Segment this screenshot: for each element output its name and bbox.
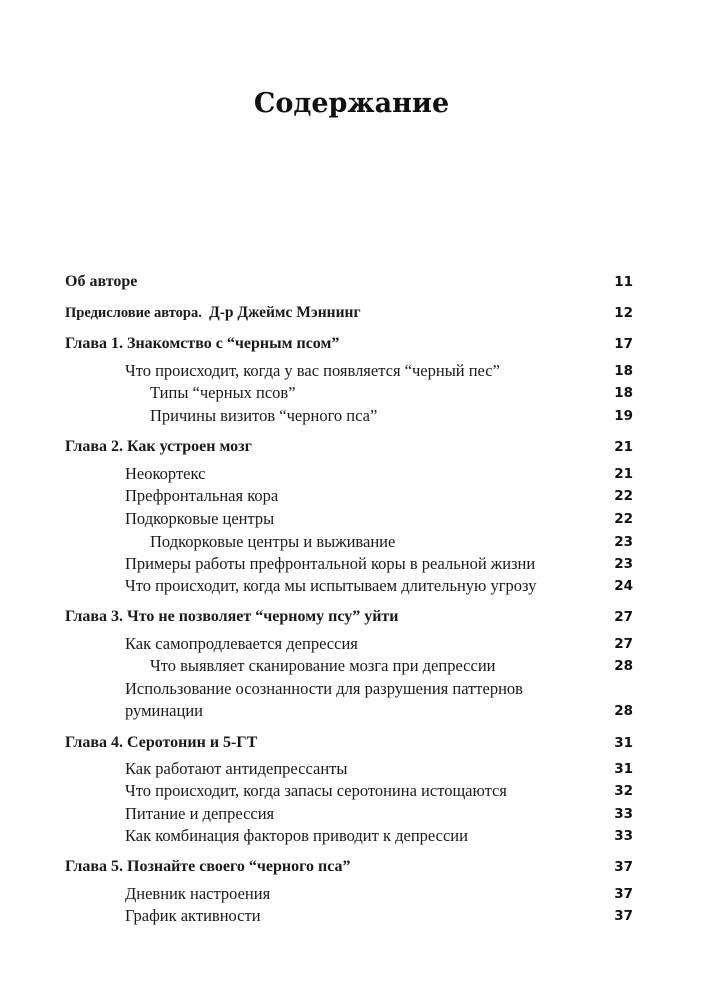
toc-entry-label-part1: Предисловие автора. xyxy=(65,305,202,321)
toc-entry-section[interactable] xyxy=(0,633,703,655)
toc-entry-chapter-3[interactable] xyxy=(0,606,703,628)
toc-entry-subsection[interactable] xyxy=(0,405,703,427)
toc-entry-page: 33 xyxy=(614,806,633,822)
toc-entry-label-author: Д-р Джеймс Мэннинг xyxy=(209,304,361,321)
toc-entry-label: Неокортекс xyxy=(125,464,206,483)
toc-entry-label: Как комбинация факторов приводит к депрессии xyxy=(125,826,468,845)
toc-entry-page: 31 xyxy=(614,761,633,777)
toc-entry-page: 17 xyxy=(614,336,633,352)
toc-entry-section[interactable] xyxy=(0,825,703,847)
toc-entry-label: Что происходит, когда у вас появляется “черный пес” xyxy=(125,361,500,380)
toc-entry-page: 31 xyxy=(614,735,633,751)
toc-entry-section[interactable] xyxy=(0,360,703,382)
toc-entry-page: 37 xyxy=(614,908,633,924)
toc-entry-section[interactable] xyxy=(0,758,703,780)
toc-entry-label: Подкорковые центры xyxy=(125,509,275,528)
toc-entry-page: 33 xyxy=(614,828,633,844)
toc-entry-label xyxy=(65,302,361,324)
toc-entry-about-author[interactable] xyxy=(0,271,703,293)
toc-entry-page: 21 xyxy=(614,439,633,455)
toc-entry-label: Как работают антидепрессанты xyxy=(125,759,348,778)
toc-entry-section[interactable] xyxy=(0,780,703,802)
toc-entry-label: Глава 5. Познайте своего “черного пса” xyxy=(65,858,351,875)
toc-entry-label: Что происходит, когда запасы серотонина истощаются xyxy=(125,781,507,800)
toc-entry-subsection[interactable] xyxy=(0,382,703,404)
toc-entry-label: Дневник настроения xyxy=(125,884,271,903)
toc-entry-page: 27 xyxy=(614,609,633,625)
toc-entry-page: 28 xyxy=(614,703,633,719)
toc-entry-label: Что выявляет сканирование мозга при депрессии xyxy=(150,656,496,675)
toc-entry-label: График активности xyxy=(125,906,261,925)
toc-entry-section[interactable] xyxy=(0,905,703,927)
toc-entry-page: 12 xyxy=(614,305,633,321)
toc-entry-label: Как самопродлевается депрессия xyxy=(125,634,358,653)
toc-entry-chapter-4[interactable] xyxy=(0,732,703,754)
toc-entry-page: 11 xyxy=(614,274,633,290)
toc-entry-page: 37 xyxy=(614,886,633,902)
toc-entry-label: Подкорковые центры и выживание xyxy=(150,532,396,551)
toc-entry-chapter-5[interactable] xyxy=(0,856,703,878)
toc-entry-label: Глава 3. Что не позволяет “черному псу” уйти xyxy=(65,608,399,625)
toc-entry-subsection[interactable] xyxy=(0,531,703,553)
toc-entry-section[interactable] xyxy=(0,485,703,507)
toc-entry-section[interactable] xyxy=(0,678,703,722)
toc-entry-section[interactable] xyxy=(0,575,703,597)
toc-entry-label: Использование осознанности для разрушения паттернов руминации xyxy=(125,679,523,720)
page-title: Содержание xyxy=(253,88,450,119)
toc-entry-section[interactable] xyxy=(0,463,703,485)
toc-entry-section[interactable] xyxy=(0,553,703,575)
toc-entry-page: 18 xyxy=(614,385,633,401)
toc-entry-page: 19 xyxy=(614,408,633,424)
toc-entry-page: 23 xyxy=(614,556,633,572)
toc-entry-preface[interactable] xyxy=(0,302,703,324)
toc-entry-page: 28 xyxy=(614,658,633,674)
toc-entry-page: 27 xyxy=(614,636,633,652)
toc-entry-page: 24 xyxy=(614,578,633,594)
toc-entry-label: Примеры работы префронтальной коры в реальной жизни xyxy=(125,554,536,573)
toc-entry-page: 22 xyxy=(614,511,633,527)
toc-entry-section[interactable] xyxy=(0,883,703,905)
toc-entry-label: Об авторе xyxy=(65,273,138,290)
toc-entry-chapter-2[interactable] xyxy=(0,436,703,458)
toc-entry-section[interactable] xyxy=(0,508,703,530)
toc-entry-page: 18 xyxy=(614,363,633,379)
toc-entry-label: Типы “черных псов” xyxy=(150,383,296,402)
toc-entry-label: Питание и депрессия xyxy=(125,804,275,823)
toc-entry-page: 37 xyxy=(614,859,633,875)
toc-entry-label: Глава 4. Серотонин и 5-ГТ xyxy=(65,734,258,751)
toc-entry-subsection[interactable] xyxy=(0,655,703,677)
toc-entry-label: Префронтальная кора xyxy=(125,486,279,505)
toc-entry-label: Что происходит, когда мы испытываем длительную угрозу xyxy=(125,576,537,595)
toc-entry-page: 22 xyxy=(614,488,633,504)
toc-entry-page: 23 xyxy=(614,534,633,550)
toc-entry-page: 32 xyxy=(614,783,633,799)
toc-entry-label: Глава 1. Знакомство с “черным псом” xyxy=(65,335,340,352)
toc-entry-label: Глава 2. Как устроен мозг xyxy=(65,438,252,455)
toc-entry-page: 21 xyxy=(614,466,633,482)
toc-entry-label: Причины визитов “черного пса” xyxy=(150,406,378,425)
toc-entry-section[interactable] xyxy=(0,803,703,825)
toc-entry-chapter-1[interactable] xyxy=(0,333,703,355)
